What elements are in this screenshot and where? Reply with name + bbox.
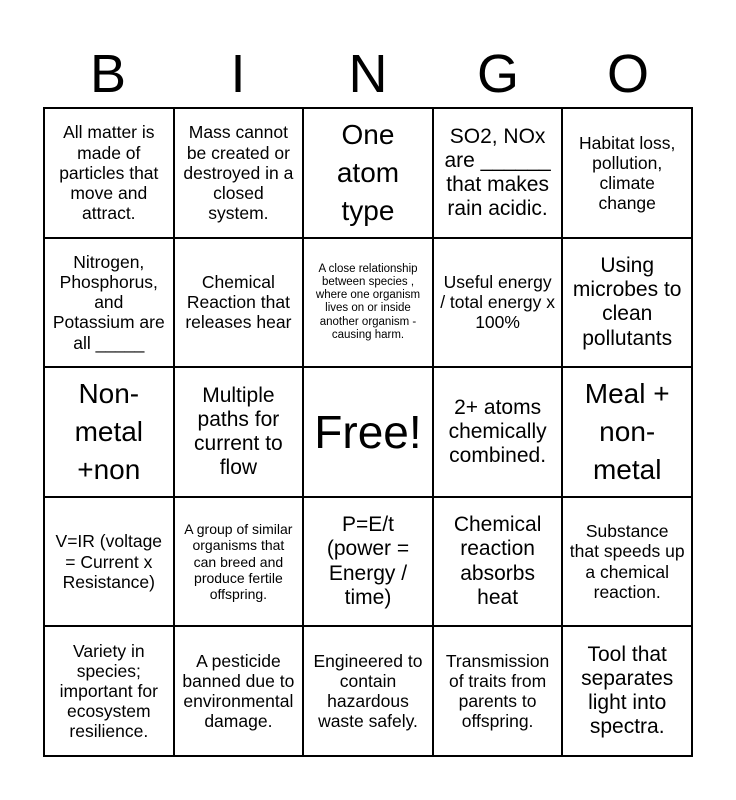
bingo-cell[interactable] bbox=[433, 367, 563, 497]
cell-text: Useful energy / total energy x 100% bbox=[440, 272, 555, 333]
bingo-cell[interactable] bbox=[174, 626, 304, 756]
cell-text: A close relationship between species , where one organism lives on or inside another organism - causing harm. bbox=[315, 262, 421, 341]
bingo-cell[interactable] bbox=[174, 238, 304, 368]
cell-text: Chemical reaction absorbs heat bbox=[453, 513, 542, 609]
bingo-grid bbox=[43, 107, 693, 757]
bingo-cell[interactable] bbox=[44, 108, 174, 238]
bingo-cell[interactable] bbox=[44, 626, 174, 756]
cell-text: Tool that separates light into spectra. bbox=[581, 642, 674, 739]
cell-text: Multiple paths for current to flow bbox=[194, 383, 283, 480]
bingo-cell[interactable] bbox=[433, 108, 563, 238]
bingo-cell[interactable] bbox=[562, 108, 692, 238]
header-letter-n: N bbox=[348, 44, 388, 104]
bingo-cell[interactable] bbox=[44, 367, 174, 497]
bingo-cell[interactable] bbox=[562, 497, 692, 627]
bingo-cell[interactable] bbox=[44, 238, 174, 368]
bingo-cell[interactable] bbox=[562, 238, 692, 368]
cell-text: 2+ atoms chemically combined. bbox=[448, 395, 547, 468]
cell-text: A group of similar organisms that can breed and produce fertile offspring. bbox=[184, 521, 293, 602]
cell-text: Nitrogen, Phosphorus, and Potassium are all _____ bbox=[52, 252, 165, 353]
bingo-cell[interactable] bbox=[562, 626, 692, 756]
bingo-cell[interactable] bbox=[174, 108, 304, 238]
bingo-header bbox=[43, 40, 693, 108]
free-space[interactable] bbox=[303, 367, 433, 497]
cell-text: All matter is made of particles that move and attract. bbox=[59, 122, 159, 223]
cell-text: Transmission of traits from parents to offspring. bbox=[445, 650, 550, 732]
bingo-cell[interactable] bbox=[303, 497, 433, 627]
bingo-cell[interactable] bbox=[174, 367, 304, 497]
header-letter-i: I bbox=[230, 44, 246, 104]
cell-text: Meal + non-metal bbox=[584, 378, 670, 485]
cell-text: Variety in species; important for ecosystem resilience. bbox=[59, 640, 158, 742]
cell-text: SO2, NOx are ______ that makes rain acidic. bbox=[444, 124, 551, 220]
bingo-cell[interactable] bbox=[433, 238, 563, 368]
cell-text: Non-metal +non bbox=[74, 378, 144, 485]
cell-text: Habitat loss, pollution, climate change bbox=[579, 132, 676, 213]
bingo-cell[interactable] bbox=[44, 497, 174, 627]
cell-text: Substance that speeds up a chemical reaction. bbox=[569, 521, 685, 602]
free-text: Free! bbox=[314, 405, 422, 458]
header-letter-b: B bbox=[89, 44, 127, 104]
bingo-cell[interactable] bbox=[174, 497, 304, 627]
cell-text: P=E/t (power = Energy / time) bbox=[326, 513, 410, 609]
bingo-cell[interactable] bbox=[433, 626, 563, 756]
bingo-cell[interactable] bbox=[303, 626, 433, 756]
cell-text: Chemical Reaction that releases hear bbox=[185, 272, 292, 333]
cell-text: A pesticide banned due to environmental damage. bbox=[182, 650, 295, 732]
bingo-cell[interactable] bbox=[303, 108, 433, 238]
bingo-cell[interactable] bbox=[433, 497, 563, 627]
header-letter-g: G bbox=[476, 44, 519, 104]
cell-text: Mass cannot be created or destroyed in a closed system. bbox=[183, 122, 294, 223]
cell-text: Engineered to contain hazardous waste safely. bbox=[313, 650, 423, 732]
cell-text: One atom type bbox=[336, 119, 400, 226]
bingo-cell[interactable] bbox=[562, 367, 692, 497]
header-letter-o: O bbox=[606, 44, 649, 104]
cell-text: V=IR (voltage = Current x Resistance) bbox=[55, 531, 163, 592]
bingo-cell[interactable] bbox=[303, 238, 433, 368]
cell-text: Using microbes to clean pollutants bbox=[572, 254, 682, 350]
